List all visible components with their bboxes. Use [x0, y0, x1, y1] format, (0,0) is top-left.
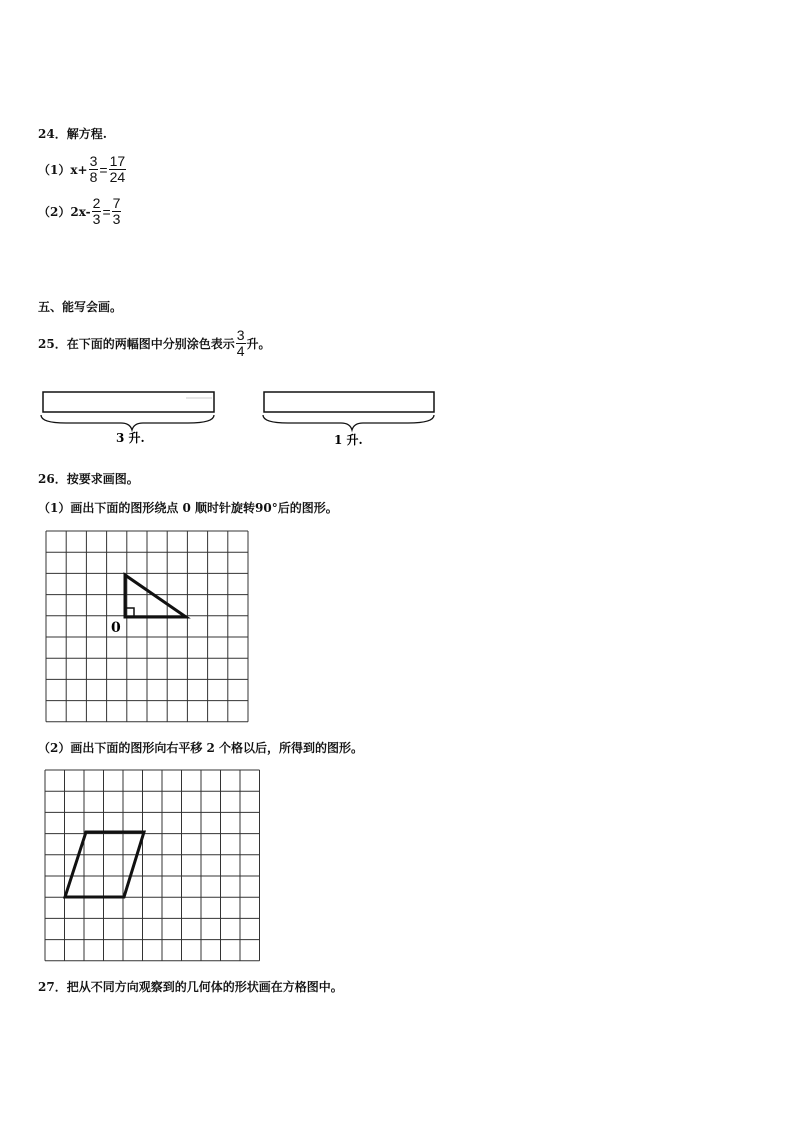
eq2-var: 2x-	[70, 204, 91, 219]
bar-1-liter[interactable]	[264, 392, 434, 412]
eq2-f1-numerator: 2	[92, 195, 101, 211]
eq1-f2-denominator: 24	[109, 169, 126, 185]
q24-title: 24．解方程.	[38, 127, 107, 141]
section-5-title: 五、能写会画。	[38, 300, 123, 314]
eq1-fraction-left	[89, 154, 99, 185]
brace-1	[41, 415, 214, 430]
q25-suffix: 升。	[246, 337, 271, 351]
eq2-f2-denominator: 3	[112, 211, 121, 227]
q25-prefix: 25．在下面的两幅图中分别涂色表示	[38, 337, 235, 351]
q26-part1: （1）画出下面的图形绕点 0 顺时针旋转90°后的图形。	[38, 501, 338, 515]
eq1-f2-numerator: 17	[109, 153, 126, 169]
bar-2-label: 1 升.	[334, 433, 363, 447]
eq2-f1-denominator: 3	[92, 211, 101, 227]
q25-fraction	[236, 328, 246, 359]
grid-1[interactable]	[44, 529, 250, 724]
eq1-label: （1）	[38, 163, 71, 177]
eq2-f2-numerator: 7	[112, 195, 121, 211]
eq1-f1-numerator: 3	[89, 153, 98, 169]
grid-2[interactable]	[43, 768, 262, 963]
bar-3-liters[interactable]	[43, 392, 214, 412]
eq1-fraction-right	[109, 154, 127, 185]
eq2-equals: =	[102, 203, 111, 220]
q25-frac-numerator: 3	[236, 327, 245, 343]
q25-bars-figure	[36, 385, 446, 455]
brace-2	[263, 415, 434, 430]
q26-title: 26．按要求画图。	[38, 472, 139, 486]
bar-1-label: 3 升.	[116, 431, 145, 445]
eq1-var: x+	[70, 162, 88, 177]
eq1-f1-denominator: 8	[89, 169, 98, 185]
q25-prompt	[38, 328, 271, 359]
point-o-label: 0	[111, 620, 121, 636]
q25-frac-denominator: 4	[236, 343, 245, 359]
q26-part2: （2）画出下面的图形向右平移 2 个格以后，所得到的图形。	[38, 741, 364, 755]
eq2-fraction-right	[112, 196, 122, 227]
eq2-label: （2）	[38, 205, 71, 219]
parallelogram	[65, 832, 144, 897]
eq1-equals: =	[99, 161, 108, 178]
eq2-fraction-left	[92, 196, 102, 227]
q24-equation-1	[38, 154, 127, 185]
q24-equation-2	[38, 196, 122, 227]
q27-title: 27．把从不同方向观察到的几何体的形状画在方格图中。	[38, 980, 343, 994]
